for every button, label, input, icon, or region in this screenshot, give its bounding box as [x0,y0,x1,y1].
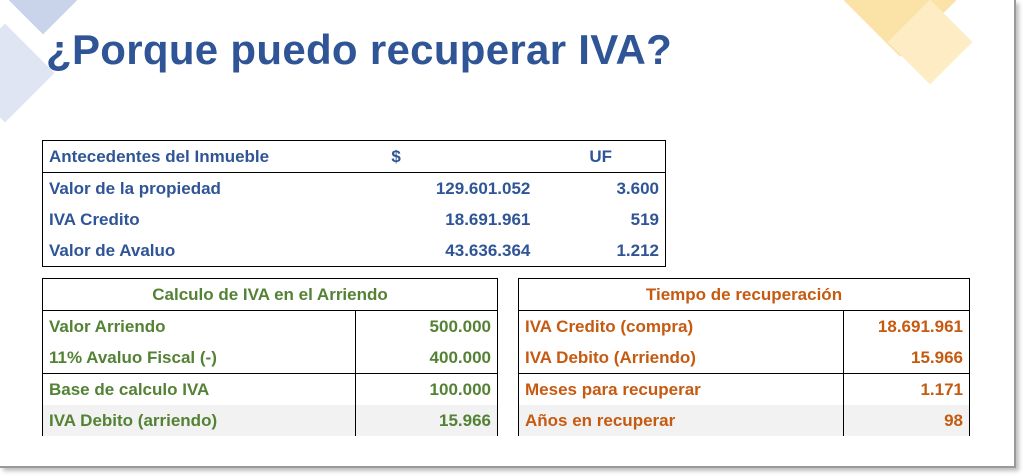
table-cell-value: 500.000 [429,316,491,336]
table-header-cell: Tiempo de recuperación [519,279,970,311]
table-cell-value: 1.212 [616,240,659,260]
calculo-iva-table [42,278,498,436]
table-row [43,235,666,267]
table-cell-value: 98 [844,405,970,436]
table-cell-value: 519 [630,209,659,229]
table-cell-value: 3.600 [616,178,659,198]
table-row [519,342,970,374]
table-header-row [43,141,666,173]
table-cell-label: IVA Credito [49,209,140,229]
table-cell-label: IVA Debito (Arriendo) [519,342,844,374]
table-row [43,173,666,205]
table-cell-value: 43.636.364 [445,240,531,260]
table-cell-label: Meses para recuperar [519,374,844,406]
table-header-row [519,279,970,311]
table-cell-label: Valor Arriendo [43,311,356,343]
table-cell-label: Base de calculo IVA [43,374,356,406]
antecedentes-table [42,140,666,267]
table-header-row [43,279,498,311]
table-row [43,311,498,343]
table-row [43,405,498,436]
table-cell-value: 129.601.052 [435,178,531,198]
table-cell-label: IVA Credito (compra) [519,311,844,343]
table-cell-value: 1.171 [844,374,970,406]
table-row [43,342,498,374]
table-cell-value: 18.691.961 [877,316,963,336]
table-row [43,204,666,235]
table-header-cell: Calculo de IVA en el Arriendo [43,279,498,311]
table-cell-value: 100.000 [356,374,498,406]
table-cell-label: IVA Debito (arriendo) [43,405,356,436]
page-title: ¿Porque puedo recuperar IVA? [46,26,673,73]
table-row [519,405,970,436]
table-cell-label: Años en recuperar [519,405,844,436]
table-cell-value: 18.691.961 [445,209,531,229]
table-row [43,374,498,406]
table-header-cell: Antecedentes del Inmueble [43,141,282,173]
table-cell-value: 400.000 [429,347,491,367]
table-row [519,311,970,343]
table-header-cell: UF [536,141,665,173]
table-row [519,374,970,406]
tiempo-recuperacion-table [518,278,970,436]
table-cell-label: 11% Avaluo Fiscal (-) [43,342,356,374]
table-cell-value: 15.966 [356,405,498,436]
table-cell-label: Valor de la propiedad [49,178,221,198]
table-cell-label: Valor de Avaluo [49,240,176,260]
table-cell-value: 15.966 [911,347,963,367]
table-header-cell: $ [281,141,536,173]
